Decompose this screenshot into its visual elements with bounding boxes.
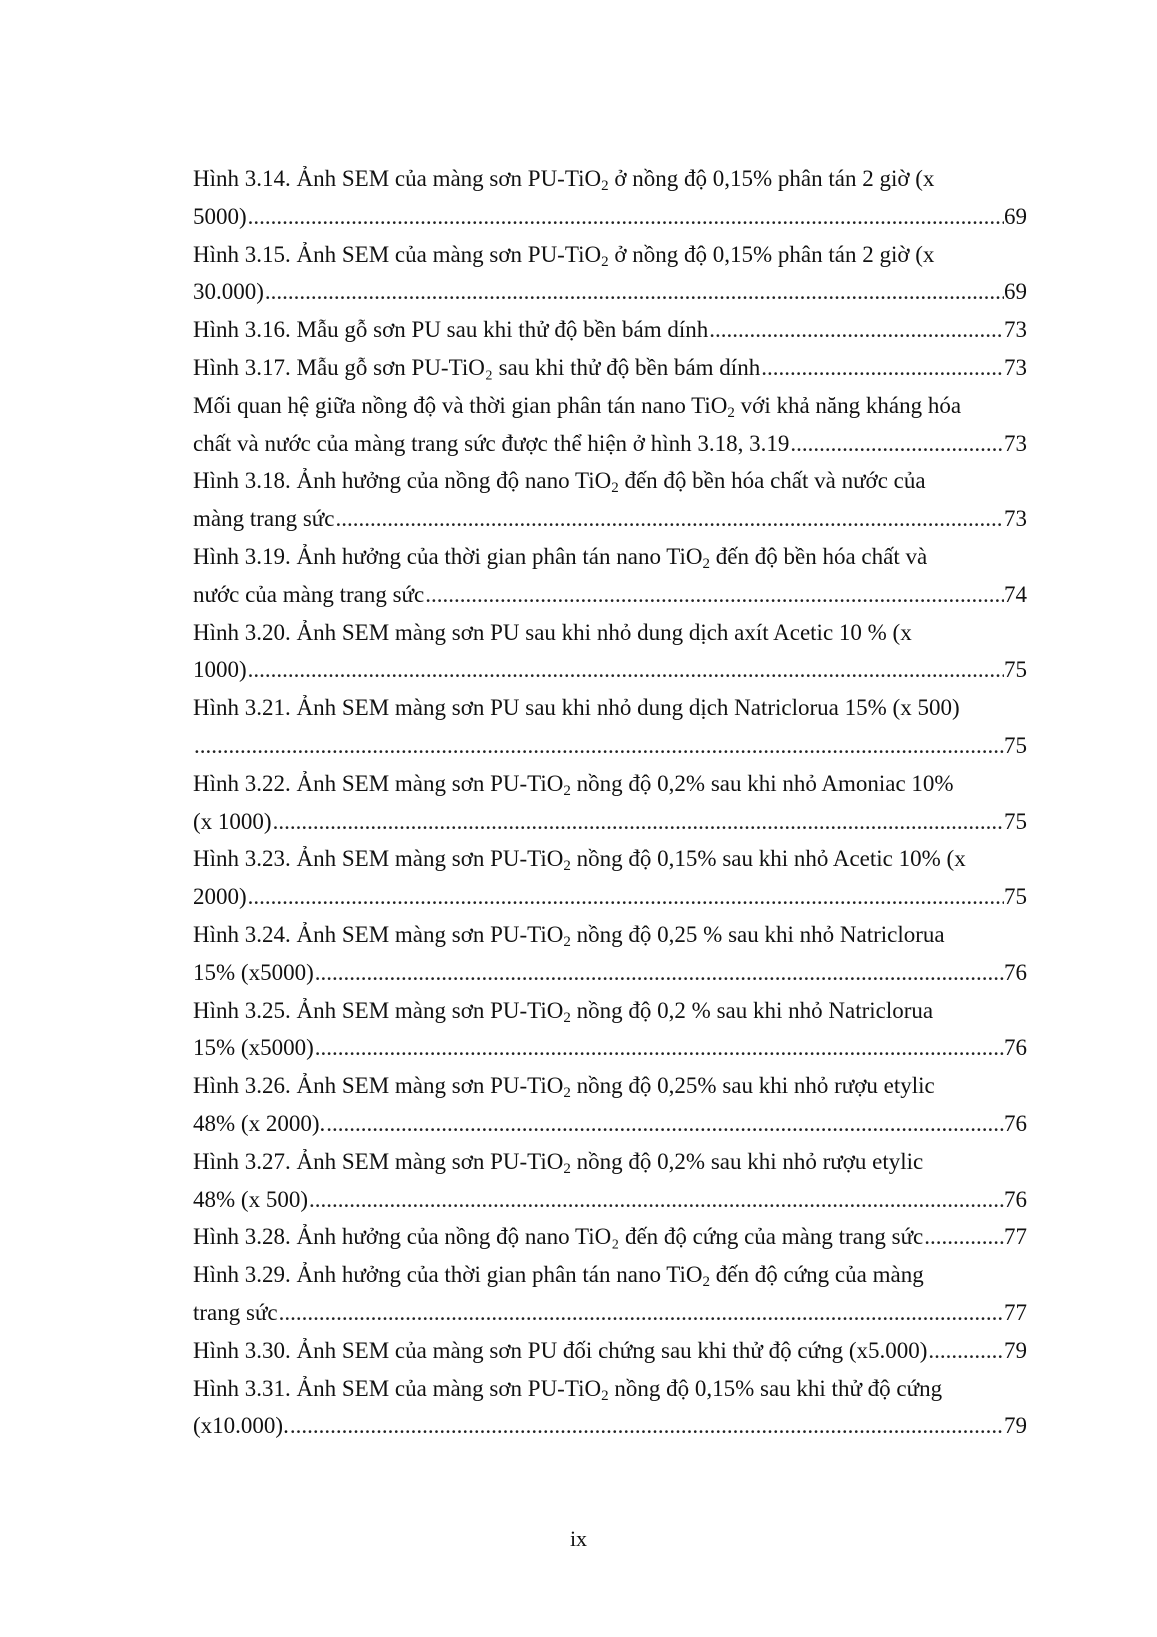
caption-text: Hình 3.15. Ảnh SEM của màng sơn PU-TiO bbox=[193, 241, 602, 267]
toc-entry bbox=[193, 614, 1027, 690]
subscript: 2 bbox=[601, 178, 609, 194]
toc-entry bbox=[193, 1370, 1027, 1446]
toc-entry-caption bbox=[193, 538, 1027, 576]
toc-entry bbox=[193, 236, 1027, 312]
page-ref: 73 bbox=[1004, 354, 1027, 380]
dot-leader bbox=[927, 1332, 1004, 1370]
caption-tail: 15% (x5000) bbox=[193, 959, 314, 985]
toc-entry-leader-line bbox=[193, 954, 1027, 992]
toc-entry bbox=[193, 462, 1027, 538]
caption-text-cont: đến độ bền hóa chất và nước của bbox=[618, 468, 926, 494]
caption-text: Hình 3.24. Ảnh SEM màng sơn PU-TiO bbox=[193, 921, 564, 947]
dot-leader bbox=[264, 273, 1004, 311]
subscript: 2 bbox=[601, 1387, 609, 1404]
toc-entry bbox=[193, 992, 1027, 1068]
toc-entry-leader-line bbox=[193, 425, 1027, 463]
toc-entry-caption bbox=[193, 689, 1027, 727]
caption-tail: 30.000) bbox=[193, 279, 264, 305]
toc-entry bbox=[193, 1256, 1027, 1332]
toc-entry bbox=[193, 160, 1027, 236]
toc-entry bbox=[193, 1067, 1027, 1143]
caption-tail: 15% (x5000) bbox=[193, 1035, 314, 1061]
caption-text-cont: nồng độ 0,15% sau khi thử độ cứng bbox=[608, 1375, 943, 1401]
toc-entry-caption bbox=[193, 1143, 1027, 1181]
toc-entry-leader-line bbox=[193, 1407, 1027, 1445]
caption-text-cont: nồng độ 0,2% sau khi nhỏ rượu etylic bbox=[570, 1148, 924, 1174]
dot-leader bbox=[708, 311, 1004, 349]
toc-entry-caption bbox=[193, 916, 1027, 954]
caption-text-cont: đến độ cứng của màng bbox=[710, 1262, 924, 1288]
toc-entry-caption bbox=[193, 462, 1027, 500]
toc-entry-caption bbox=[193, 1370, 1027, 1408]
toc-entry-leader-line bbox=[193, 349, 1027, 387]
subscript: 2 bbox=[611, 480, 619, 497]
toc-entry bbox=[193, 689, 1027, 765]
subscript: 2 bbox=[601, 253, 609, 270]
page-ref: 73 bbox=[1004, 506, 1027, 532]
caption-text: Hình 3.21. Ảnh SEM màng sơn PU sau khi nhỏ dung dịch Natriclorua 15% (x 500) bbox=[193, 695, 960, 721]
caption-text-cont: nồng độ 0,2% sau khi nhỏ Amoniac 10% bbox=[570, 770, 954, 796]
toc-entry-leader-line bbox=[193, 273, 1027, 311]
dot-leader bbox=[247, 878, 1004, 916]
caption-tail: 5000) bbox=[193, 203, 247, 229]
dot-leader bbox=[923, 1218, 1004, 1256]
toc-entry-leader-line bbox=[193, 878, 1027, 916]
toc-entry-leader-line bbox=[193, 311, 1027, 349]
toc-entry-leader-line bbox=[193, 576, 1027, 614]
list-of-figures bbox=[193, 160, 1027, 1445]
caption-text: Hình 3.22. Ảnh SEM màng sơn PU-TiO bbox=[193, 770, 564, 796]
dot-leader bbox=[760, 349, 1004, 387]
dot-leader bbox=[308, 1181, 1004, 1219]
caption-text: Hình 3.26. Ảnh SEM màng sơn PU-TiO bbox=[193, 1073, 564, 1099]
caption-text-cont: nồng độ 0,25% sau khi nhỏ rượu etylic bbox=[570, 1073, 935, 1099]
caption-tail: 48% (x 2000). bbox=[193, 1110, 326, 1136]
toc-entry bbox=[193, 538, 1027, 614]
caption-tail: Hình 3.16. Mẫu gỗ sơn PU sau khi thử độ bền bám dính bbox=[193, 317, 709, 343]
page-ref: 69 bbox=[1004, 279, 1027, 305]
dot-leader bbox=[272, 803, 1004, 841]
caption-text-cont: với khả năng kháng hóa bbox=[734, 392, 962, 418]
toc-entry-leader-line bbox=[193, 500, 1027, 538]
dot-leader bbox=[314, 1029, 1004, 1067]
toc-entry-caption bbox=[193, 840, 1027, 878]
page-ref: 75 bbox=[1004, 884, 1027, 910]
page-ref: 75 bbox=[1004, 732, 1027, 758]
caption-text: Hình 3.31. Ảnh SEM của màng sơn PU-TiO bbox=[193, 1375, 602, 1401]
caption-tail: 2000) bbox=[193, 884, 247, 910]
caption-text-cont: đến độ bền hóa chất và bbox=[710, 543, 928, 569]
caption-text: Hình 3.29. Ảnh hưởng của thời gian phân tán nano TiO bbox=[193, 1262, 703, 1288]
page-ref: 76 bbox=[1004, 959, 1027, 985]
page-ref: 74 bbox=[1004, 581, 1027, 607]
toc-entry bbox=[193, 916, 1027, 992]
caption-tail: Hình 3.17. Mẫu gỗ sơn PU-TiO₂ sau khi thử độ bền bám dính bbox=[193, 354, 761, 380]
caption-text-cont: nồng độ 0,25 % sau khi nhỏ Natriclorua bbox=[570, 921, 945, 947]
page-ref: 77 bbox=[1004, 1224, 1027, 1250]
caption-text: Hình 3.25. Ảnh SEM màng sơn PU-TiO bbox=[193, 997, 564, 1023]
toc-entry-leader-line bbox=[193, 1218, 1027, 1256]
page-ref: 73 bbox=[1004, 430, 1027, 456]
toc-entry-leader-line bbox=[193, 727, 1027, 765]
subscript: 2 bbox=[727, 404, 735, 421]
dot-leader bbox=[325, 1105, 1004, 1143]
caption-tail: (x 1000) bbox=[193, 808, 272, 834]
toc-entry bbox=[193, 387, 1027, 463]
caption-tail: chất và nước của màng trang sức được thể hiện ở hình 3.18, 3.19 bbox=[193, 430, 790, 456]
dot-leader bbox=[314, 954, 1004, 992]
toc-entry-leader-line bbox=[193, 1181, 1027, 1219]
caption-text: Hình 3.20. Ảnh SEM màng sơn PU sau khi nhỏ dung dịch axít Acetic 10 % (x bbox=[193, 619, 912, 645]
dot-leader bbox=[247, 651, 1004, 689]
page-ref: 76 bbox=[1004, 1186, 1027, 1212]
toc-entry-leader-line bbox=[193, 1332, 1027, 1370]
dot-leader bbox=[289, 1407, 1004, 1445]
caption-text: Mối quan hệ giữa nồng độ và thời gian phân tán nano TiO bbox=[193, 392, 728, 418]
page-ref: 69 bbox=[1004, 203, 1027, 229]
page-ref: 79 bbox=[1004, 1413, 1027, 1439]
caption-tail: Hình 3.28. Ảnh hưởng của nồng độ nano TiO₂ đến độ cứng của màng trang sức bbox=[193, 1224, 924, 1250]
caption-tail: 48% (x 500) bbox=[193, 1186, 308, 1212]
caption-text-cont: nồng độ 0,15% sau khi nhỏ Acetic 10% (x bbox=[570, 846, 966, 872]
caption-text-cont: ở nồng độ 0,15% phân tán 2 giờ (x bbox=[608, 166, 935, 191]
caption-tail: màng trang sức bbox=[193, 506, 335, 532]
page-number: ix bbox=[569, 1526, 588, 1551]
dot-leader bbox=[278, 1294, 1004, 1332]
dot-leader bbox=[193, 727, 1004, 765]
toc-entry-leader-line bbox=[193, 651, 1027, 689]
dot-leader bbox=[424, 576, 1004, 614]
toc-entry-caption bbox=[193, 160, 1027, 198]
caption-tail: 1000) bbox=[193, 657, 247, 683]
subscript: 2 bbox=[563, 1160, 571, 1177]
page-ref: 75 bbox=[1004, 808, 1027, 834]
toc-entry bbox=[193, 1143, 1027, 1219]
caption-tail: (x10.000). bbox=[193, 1413, 289, 1439]
caption-text-cont: nồng độ 0,2 % sau khi nhỏ Natriclorua bbox=[570, 997, 934, 1023]
subscript: 2 bbox=[702, 1274, 711, 1291]
page-ref: 76 bbox=[1004, 1110, 1027, 1136]
toc-entry-leader-line bbox=[193, 1105, 1027, 1143]
toc-entry-caption bbox=[193, 992, 1027, 1030]
dot-leader bbox=[247, 198, 1004, 236]
caption-tail: trang sức bbox=[193, 1299, 278, 1325]
toc-entry-leader-line bbox=[193, 198, 1027, 236]
subscript: 2 bbox=[563, 933, 571, 950]
subscript: 2 bbox=[563, 782, 571, 799]
caption-text: Hình 3.23. Ảnh SEM màng sơn PU-TiO bbox=[193, 846, 564, 872]
toc-entry-caption bbox=[193, 1256, 1027, 1294]
dot-leader bbox=[789, 425, 1004, 463]
caption-tail: Hình 3.30. Ảnh SEM của màng sơn PU đối chứng sau khi thử độ cứng (x5.000) bbox=[193, 1337, 928, 1363]
page-ref: 73 bbox=[1004, 317, 1027, 343]
toc-entry bbox=[193, 765, 1027, 841]
caption-text: Hình 3.19. Ảnh hưởng của thời gian phân tán nano TiO bbox=[193, 543, 703, 569]
toc-entry-leader-line bbox=[193, 803, 1027, 841]
subscript: 2 bbox=[702, 555, 711, 572]
caption-text-cont: ở nồng độ 0,15% phân tán 2 giờ (x bbox=[608, 241, 935, 267]
subscript: 2 bbox=[563, 1085, 571, 1102]
caption-text: Hình 3.27. Ảnh SEM màng sơn PU-TiO bbox=[193, 1148, 564, 1174]
toc-entry bbox=[193, 1332, 1027, 1370]
subscript: 2 bbox=[563, 1009, 571, 1026]
page-ref: 79 bbox=[1004, 1337, 1027, 1363]
toc-entry-leader-line bbox=[193, 1294, 1027, 1332]
page-ref: 75 bbox=[1004, 657, 1027, 683]
caption-tail: nước của màng trang sức bbox=[193, 581, 425, 607]
toc-entry bbox=[193, 840, 1027, 916]
dot-leader bbox=[334, 500, 1004, 538]
toc-entry-caption bbox=[193, 765, 1027, 803]
caption-text: Hình 3.18. Ảnh hưởng của nồng độ nano TiO bbox=[193, 468, 612, 494]
toc-entry-leader-line bbox=[193, 1029, 1027, 1067]
toc-entry-caption bbox=[193, 387, 1027, 425]
page-ref: 77 bbox=[1004, 1299, 1027, 1325]
toc-entry bbox=[193, 349, 1027, 387]
toc-entry bbox=[193, 311, 1027, 349]
subscript: 2 bbox=[563, 858, 571, 875]
caption-text: Hình 3.14. Ảnh SEM của màng sơn PU-TiO bbox=[193, 166, 602, 191]
toc-entry-caption bbox=[193, 1067, 1027, 1105]
page-ref: 76 bbox=[1004, 1035, 1027, 1061]
toc-entry bbox=[193, 1218, 1027, 1256]
toc-entry-caption bbox=[193, 236, 1027, 274]
toc-entry-caption bbox=[193, 614, 1027, 652]
